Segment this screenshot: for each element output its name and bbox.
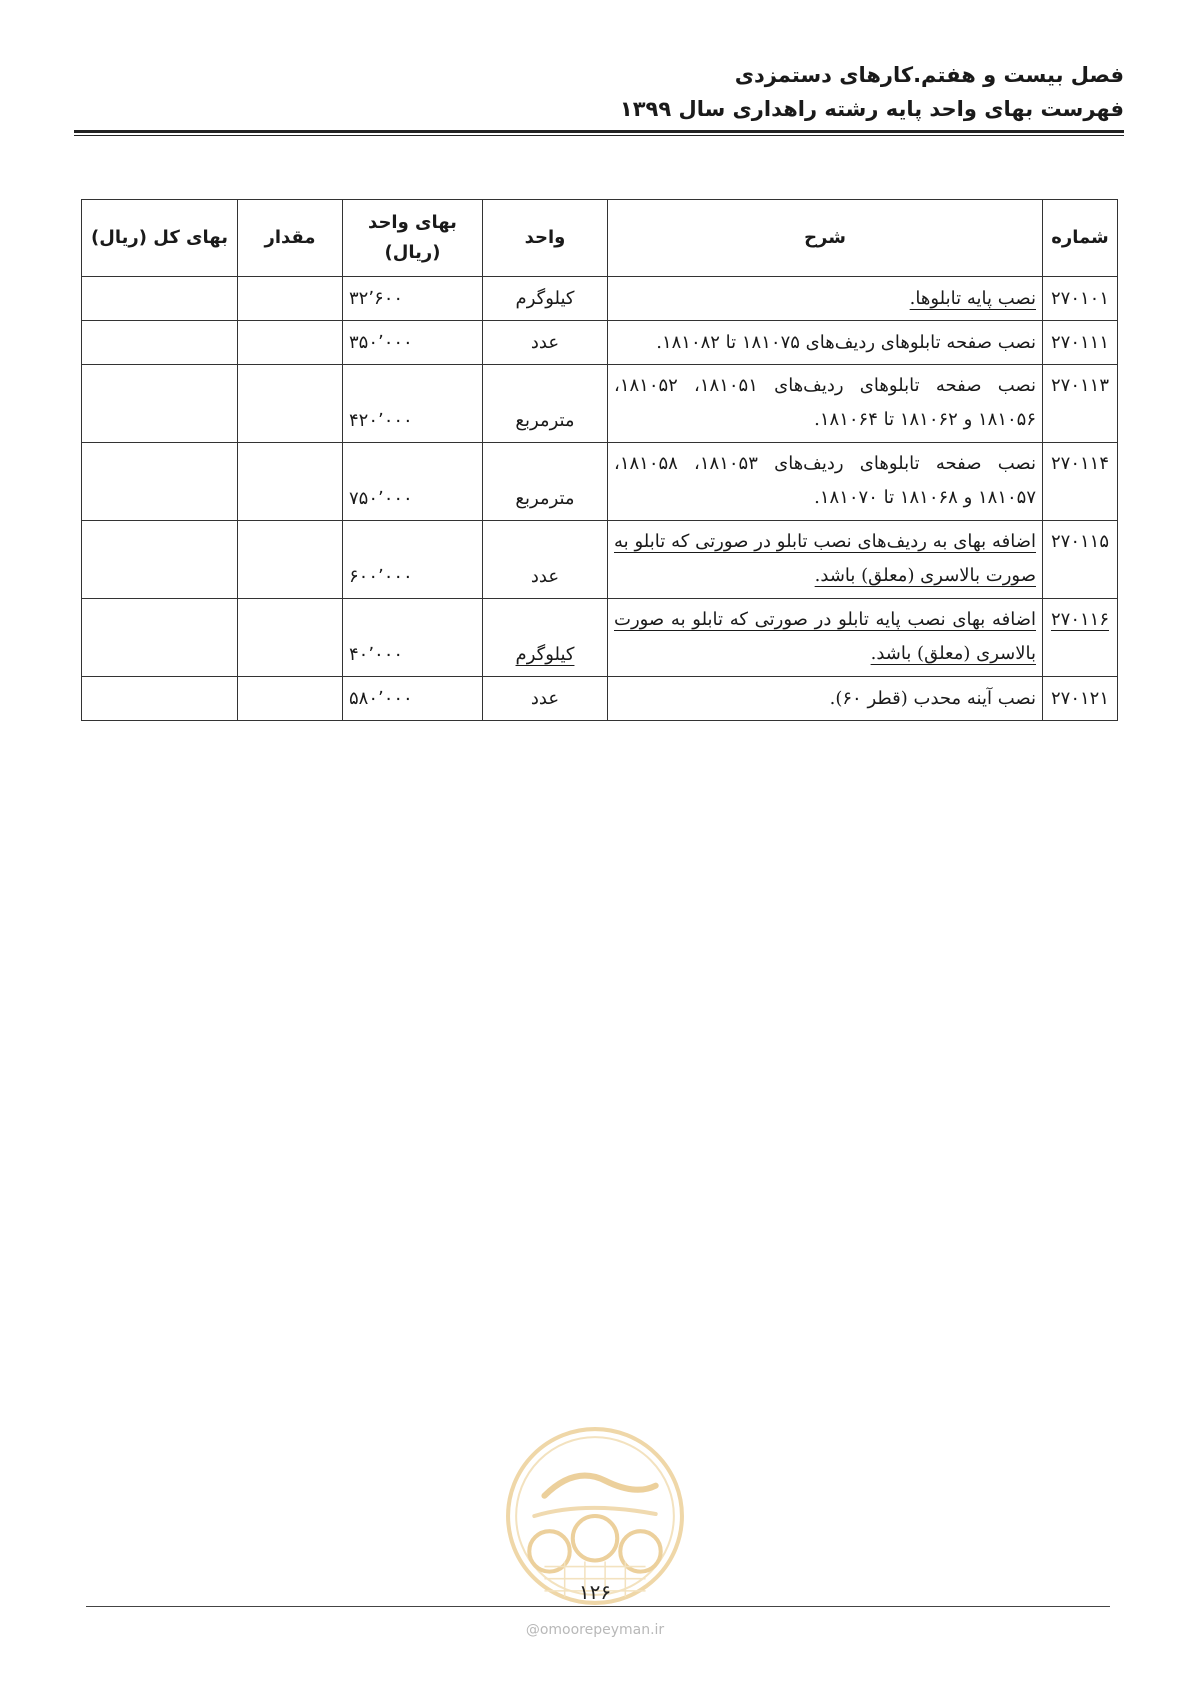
row-description-text: اضافه بهای نصب پایه تابلو در صورتی که تابلو به صورت بالاسری (معلق) باشد.: [614, 609, 1036, 664]
row-unit-price: ۳۲٬۶۰۰: [343, 277, 483, 321]
row-total[interactable]: [82, 599, 238, 677]
table-row: [82, 365, 1118, 443]
table-row: [82, 677, 1118, 721]
chapter-title: فصل بیست و هفتم.کارهای دستمزدی: [734, 63, 1124, 87]
row-description: نصب آینه محدب (قطر ۶۰).: [608, 677, 1043, 721]
table-row: [82, 521, 1118, 599]
row-unit: عدد: [483, 321, 608, 365]
row-unit-price: ۵۸۰٬۰۰۰: [343, 677, 483, 721]
table-header-row: [82, 200, 1118, 277]
table-row: [82, 321, 1118, 365]
unit-price-currency: (ریال): [384, 242, 441, 263]
document-subtitle: فهرست بهای واحد پایه رشته راهداری سال ۱۳۹۹: [619, 97, 1124, 121]
table-row: [82, 443, 1118, 521]
row-total[interactable]: [82, 365, 238, 443]
col-header-number: شماره: [1043, 200, 1118, 277]
row-description: نصب صفحه تابلوهای ردیف‌های ۱۸۱۰۷۵ تا ۱۸۱۰۸۲.: [608, 321, 1043, 365]
col-header-quantity: مقدار: [238, 200, 343, 277]
row-unit: [483, 599, 608, 677]
row-unit-text: کیلوگرم: [515, 644, 575, 665]
price-list-table: [81, 199, 1118, 721]
row-quantity[interactable]: [238, 599, 343, 677]
row-total[interactable]: [82, 443, 238, 521]
row-number: ۲۷۰۱۱۳: [1043, 365, 1118, 443]
row-unit: کیلوگرم: [483, 277, 608, 321]
row-number: ۲۷۰۱۰۱: [1043, 277, 1118, 321]
footer-rule: [86, 1606, 1110, 1607]
row-description: [608, 599, 1043, 677]
page-number: ۱۲۶: [578, 1580, 612, 1604]
row-quantity[interactable]: [238, 521, 343, 599]
row-quantity[interactable]: [238, 365, 343, 443]
row-number: ۲۷۰۱۱۴: [1043, 443, 1118, 521]
row-unit: مترمربع: [483, 443, 608, 521]
row-number: ۲۷۰۱۲۱: [1043, 677, 1118, 721]
unit-price-label: بهای واحد: [368, 212, 457, 233]
row-description: نصب صفحه تابلوهای ردیف‌های ۱۸۱۰۵۳، ۱۸۱۰۵۸، ۱۸۱۰۵۷ و ۱۸۱۰۶۸ تا ۱۸۱۰۷۰.: [608, 443, 1043, 521]
row-unit-price: ۴۰٬۰۰۰: [343, 599, 483, 677]
row-unit: عدد: [483, 677, 608, 721]
row-unit-price: ۶۰۰٬۰۰۰: [343, 521, 483, 599]
row-quantity[interactable]: [238, 277, 343, 321]
row-quantity[interactable]: [238, 677, 343, 721]
row-quantity[interactable]: [238, 443, 343, 521]
header-rule-thin: [74, 135, 1124, 136]
row-description: [608, 277, 1043, 321]
table-row: [82, 277, 1118, 321]
row-unit-price: ۴۲۰٬۰۰۰: [343, 365, 483, 443]
page-header: [74, 58, 1124, 126]
col-header-unit: واحد: [483, 200, 608, 277]
website-watermark: @omoorepeyman.ir: [525, 1622, 665, 1638]
row-description: [608, 521, 1043, 599]
row-unit-price: ۳۵۰٬۰۰۰: [343, 321, 483, 365]
row-total[interactable]: [82, 277, 238, 321]
header-rule-thick: [74, 130, 1124, 133]
row-number: ۲۷۰۱۱۵: [1043, 521, 1118, 599]
col-header-total: بهای کل (ریال): [82, 200, 238, 277]
row-total[interactable]: [82, 677, 238, 721]
row-description: نصب صفحه تابلوهای ردیف‌های ۱۸۱۰۵۱، ۱۸۱۰۵۲، ۱۸۱۰۵۶ و ۱۸۱۰۶۲ تا ۱۸۱۰۶۴.: [608, 365, 1043, 443]
row-number: ۲۷۰۱۱۱: [1043, 321, 1118, 365]
row-unit-price: ۷۵۰٬۰۰۰: [343, 443, 483, 521]
row-number: [1043, 599, 1118, 677]
row-total[interactable]: [82, 321, 238, 365]
row-number-text: ۲۷۰۱۱۶: [1050, 609, 1109, 630]
row-unit: مترمربع: [483, 365, 608, 443]
row-total[interactable]: [82, 521, 238, 599]
row-description-text: نصب پایه تابلوها.: [909, 287, 1036, 309]
row-description-text: اضافه بهای به ردیف‌های نصب تابلو در صورتی که تابلو به صورت بالاسری (معلق) باشد.: [614, 531, 1036, 586]
table-row: [82, 599, 1118, 677]
col-header-description: شرح: [608, 200, 1043, 277]
row-unit: عدد: [483, 521, 608, 599]
col-header-unit-price: [343, 200, 483, 277]
row-quantity[interactable]: [238, 321, 343, 365]
